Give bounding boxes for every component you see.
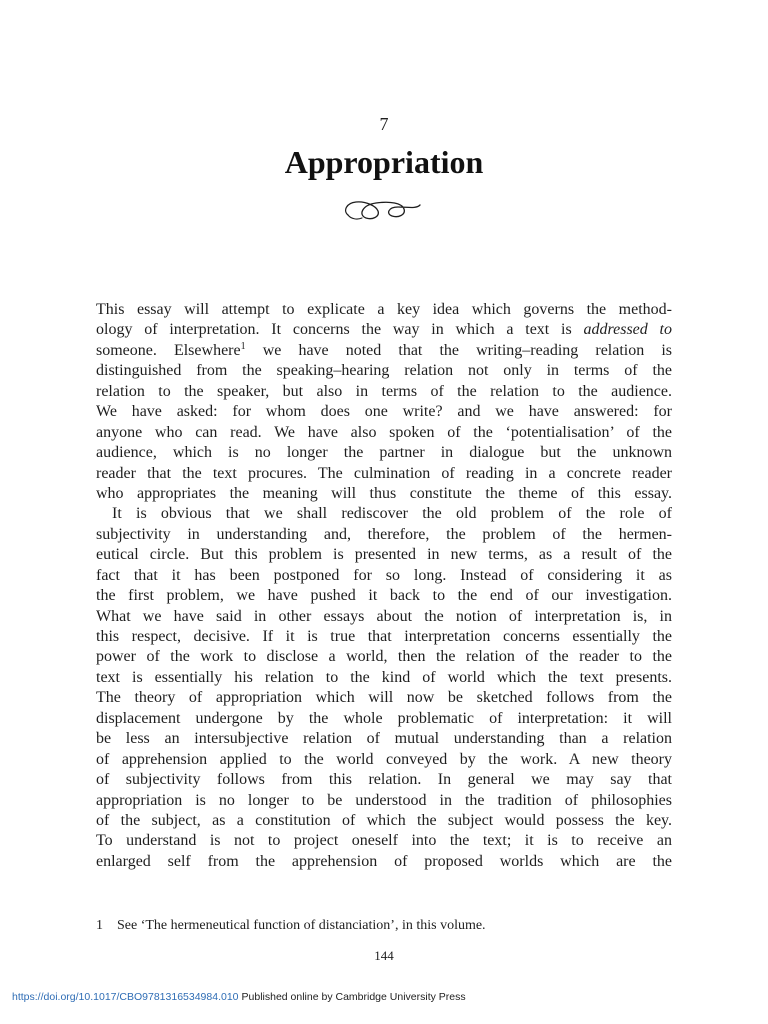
text-line: text is essentially his relation to the kind of world which the text presents. (96, 668, 672, 686)
doi-link[interactable]: https://doi.org/10.1017/CBO9781316534984.010 (12, 991, 239, 1003)
text-line: enlarged self from the apprehension of proposed worlds which are the (96, 852, 672, 870)
text-line: reader that the text procures. The culmination of reading in a concrete reader (96, 464, 672, 482)
footnote (96, 917, 672, 935)
paragraph (96, 300, 672, 504)
text-line: displacement undergone by the whole problematic of interpretation: it will (96, 709, 672, 727)
text-line: of subjectivity follows from this relation. In general we may say that (96, 771, 672, 789)
text-segment: someone. Elsewhere (96, 341, 241, 359)
footnote-reference: 1 (240, 340, 246, 352)
flourish-ornament-icon (342, 197, 422, 223)
text-line (96, 320, 672, 340)
text-line: of apprehension applied to the world conveyed by the work. A new theory (96, 750, 672, 768)
paragraph (96, 504, 672, 872)
text-line: subjectivity in understanding and, therefore, the problem of the hermen- (96, 525, 672, 543)
text-line: The theory of appropriation which will now be sketched follows from the (96, 689, 672, 707)
text-line: It is obvious that we shall rediscover the old problem of the role of (112, 505, 672, 523)
text-line: What we have said in other essays about the notion of interpretation is, in (96, 607, 672, 625)
text-line: who appropriates the meaning will thus constitute the theme of this essay. (96, 484, 672, 502)
text-line: fact that it has been postponed for so long. Instead of considering it as (96, 566, 672, 584)
text-line: power of the work to disclose a world, then the relation of the reader to the (96, 648, 672, 666)
text-line (96, 341, 672, 361)
text-line: audience, which is no longer the partner in dialogue but the unknown (96, 444, 672, 462)
italic-phrase: addressed to (583, 321, 672, 339)
text-line: This essay will attempt to explicate a key idea which governs the method- (96, 301, 672, 318)
text-line: the first problem, we have pushed it back to the end of our investigation. (96, 587, 672, 605)
text-line: be less an intersubjective relation of mutual understanding than a relation (96, 730, 672, 748)
text-segment: we have noted that the writing–reading relation is (245, 341, 672, 359)
text-line: distinguished from the speaking–hearing relation not only in terms of the (96, 362, 672, 380)
text-line: To understand is not to project oneself into the text; it is to receive an (96, 832, 672, 850)
text-line: anyone who can read. We have also spoken of the ‘potentialisation’ of the (96, 423, 672, 441)
doi-footer (12, 990, 466, 1004)
body-text (96, 300, 672, 872)
published-online-text: Published online by Cambridge University Press (241, 991, 466, 1003)
footnote-number: 1 (96, 918, 103, 933)
footnote-text: See ‘The hermeneutical function of distanciation’, in this volume. (117, 918, 486, 933)
page-number: 144 (374, 948, 394, 963)
chapter-title: Appropriation (284, 144, 484, 180)
chapter-number: 7 (379, 114, 389, 134)
text-line: relation to the speaker, but also in terms of the relation to the audience. (96, 382, 672, 400)
text-segment: ology of interpretation. It concerns the way in which a text is (96, 321, 584, 339)
text-line: We have asked: for whom does one write? and we have answered: for (96, 403, 672, 421)
text-line: eutical circle. But this problem is presented in new terms, as a result of the (96, 546, 672, 564)
text-line: appropriation is no longer to be understood in the tradition of philosophies (96, 791, 672, 809)
text-line: this respect, decisive. If it is true that interpretation concerns essentially the (96, 628, 672, 645)
text-line: of the subject, as a constitution of which the subject would possess the key. (96, 811, 672, 829)
